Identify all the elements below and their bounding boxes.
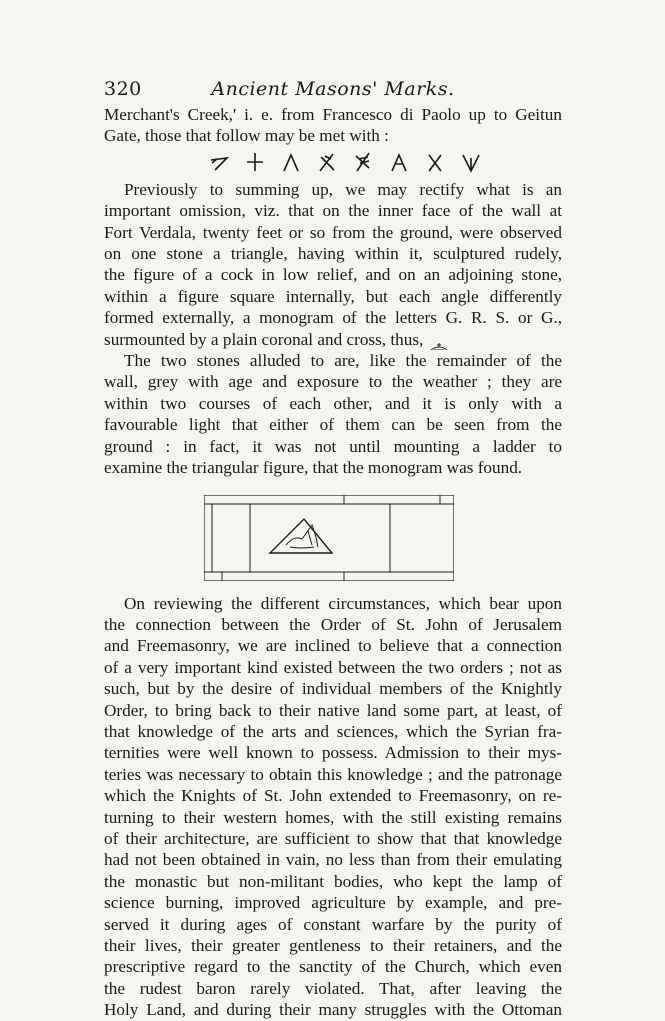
text-line: served it during ages of constant warfare by the purity of (104, 914, 562, 934)
book-page (104, 78, 562, 1021)
text-line: prescriptive regard to the sanctity of the Church, which even (104, 957, 562, 977)
text-line: Order, to bring back to their native land some part, at least, of (104, 700, 562, 720)
cross-mark-icon (244, 151, 280, 173)
text-line: of their architecture, are sufficient to show that that knowledge (104, 828, 562, 848)
text-line: teries was necessary to obtain this knowledge ; and the patronage (104, 764, 562, 784)
text-line: On reviewing the different circumstances, which bear upon (124, 593, 562, 613)
text-line: science burning, improved agriculture by example, and pre- (104, 893, 562, 913)
text-line: turning to their western homes, with the still existing remains (104, 807, 562, 827)
crown-monogram-icon (428, 336, 450, 346)
text-line: which the Knights of St. John extended to Freemasonry, on re- (104, 786, 562, 806)
paragraph-two-stones (104, 350, 562, 478)
text-line-with-crown (104, 329, 562, 350)
a-mark-icon (388, 151, 424, 173)
v-mark-icon (460, 151, 496, 173)
text-line: that knowledge of the arts and sciences, which the Syrian fra- (104, 721, 562, 741)
caret-mark-icon (280, 151, 316, 173)
text-line: had not been obtained in vain, no less than from their emulating (104, 850, 562, 870)
text-line: important omission, viz. that on the inner face of the wall at (104, 201, 562, 221)
text-line: the connection between the Order of St. John of Jerusalem (104, 614, 562, 634)
running-title: Ancient Masons' Marks. (211, 78, 455, 100)
text-line: and Freemasonry, we are inclined to believe that a connection (104, 636, 562, 656)
crossed-x-mark-icon (316, 151, 352, 173)
page-header (104, 78, 562, 104)
double-crossed-mark-icon (352, 151, 388, 173)
page-number: 320 (104, 78, 142, 100)
text-line: within two courses of each other, and it is only with a (104, 393, 562, 413)
text-line: the monastic but non-militant bodies, who kept the lamp of (104, 871, 562, 891)
text-line: ternities were well known to possess. Admission to their mys- (104, 743, 562, 763)
x-mark-icon (424, 151, 460, 173)
text-line: The two stones alluded to are, like the remainder of the (124, 351, 562, 371)
paragraph-merchants-creek (104, 104, 562, 147)
text-line: favourable light that either of them can be seen from the (104, 415, 562, 435)
text-line: the figure of a cock in low relief, and on an adjoining stone, (104, 265, 562, 285)
text-line: ground : in fact, it was not until mounting a ladder to (104, 436, 562, 456)
text-line: Holy Land, and during their many struggles with the Ottoman (104, 1000, 562, 1020)
text-line: surmounted by a plain coronal and cross, thus, (104, 329, 424, 349)
text-line: of a very important kind existed between the two orders ; not as (104, 657, 562, 677)
text-line: Previously to summing up, we may rectify what is an (124, 179, 562, 199)
text-line: within a figure square internally, but each angle differently (104, 286, 562, 306)
text-line: such, but by the desire of individual members of the Knightly (104, 679, 562, 699)
paragraph-previously (104, 179, 562, 350)
text-line: Gate, those that follow may be met with : (104, 126, 389, 146)
text-line: on one stone a triangle, having within it, sculptured rudely, (104, 244, 562, 264)
text-line: examine the triangular figure, that the monogram was found. (104, 458, 523, 478)
text-line: wall, grey with age and exposure to the weather ; they are (104, 372, 562, 392)
arrow-seven-mark-icon (208, 151, 244, 173)
text-line: formed externally, a monogram of the letters G. R. S. or G., (104, 308, 562, 328)
text-line: their lives, their greater gentleness to their retainers, and the (104, 936, 562, 955)
paragraph-reviewing (104, 593, 562, 1021)
text-line: the rudest baron rarely violated. That, after leaving the (104, 978, 562, 998)
text-line: Fort Verdala, twenty feet or so from the ground, were observed (104, 222, 562, 242)
text-line: Merchant's Creek,' i. e. from Francesco di Paolo up to Geitun (104, 105, 562, 124)
masons-marks-row (208, 151, 498, 173)
wall-stones-illustration (204, 495, 454, 581)
